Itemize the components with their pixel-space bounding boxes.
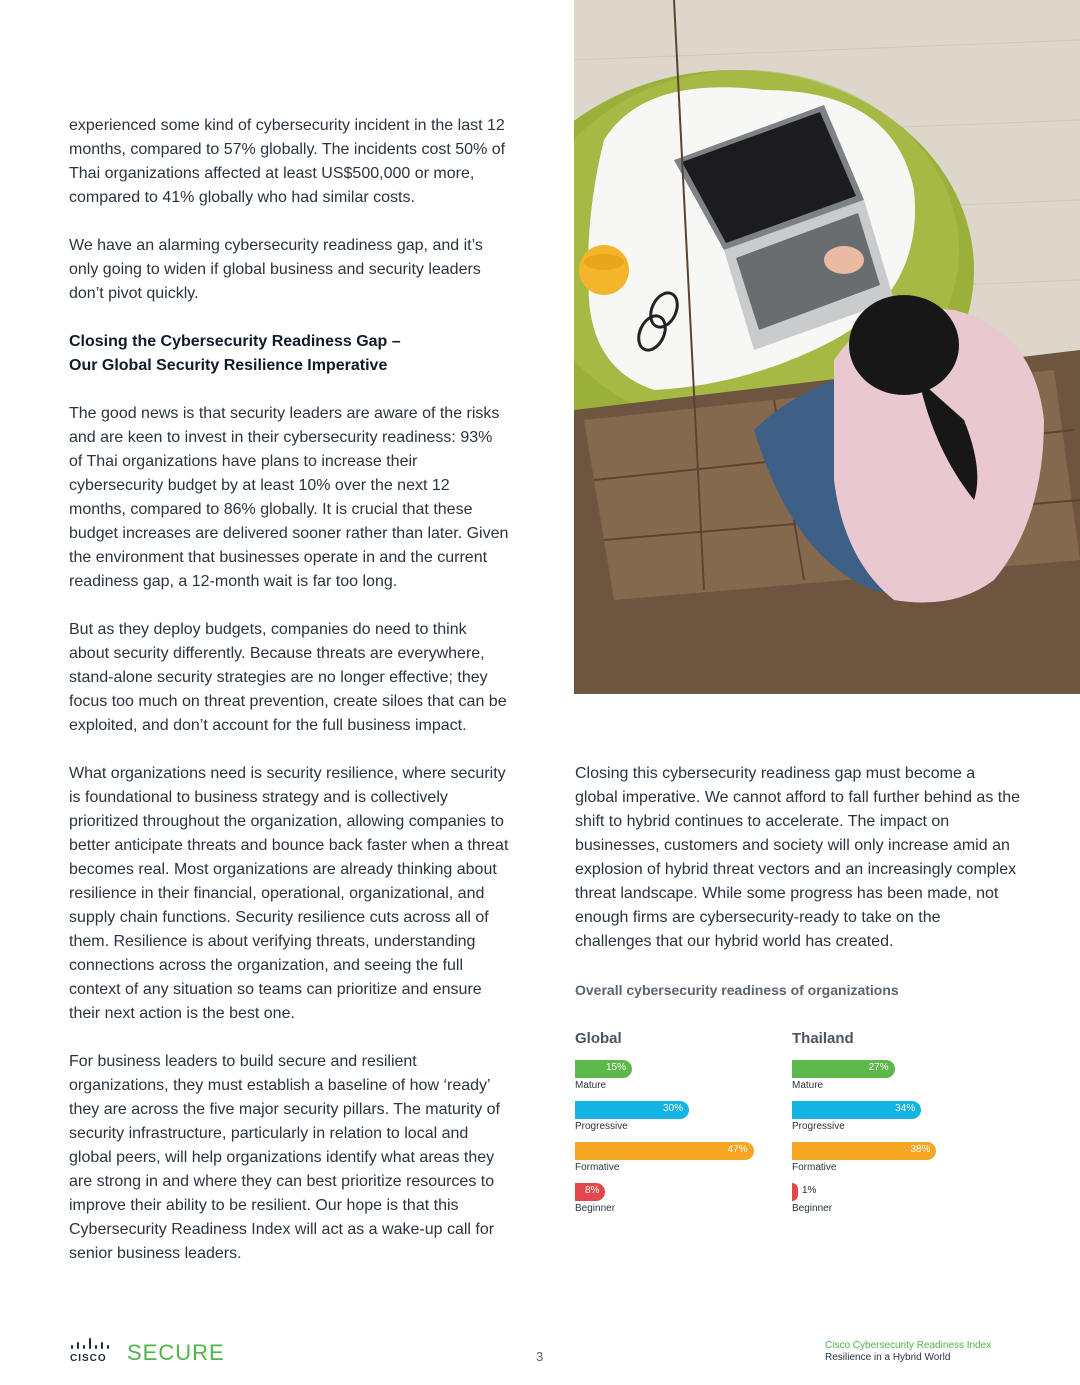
chart-title: Overall cybersecurity readiness of organizations: [575, 982, 899, 998]
bar-value-label: 8%: [584, 1185, 600, 1196]
bar-category-label: Mature: [575, 1080, 607, 1091]
left-paragraph-1: experienced some kind of cybersecurity incident in the last 12 months, compared to 57% globally. The incidents cost 50% of Thai organizations affected at least US$500,000 or more, compared to 41% globally who had similar costs.: [69, 117, 506, 206]
report-subtitle: Resilience in a Hybrid World: [825, 1352, 951, 1363]
left-paragraph-6: For business leaders to build secure and resilient organizations, they must establish a baseline of how ‘ready’ they are across the five major security pillars. The maturity of security infrastructure, particularly in relation to local and global peers, will help organizations identify what areas they are strong in and where they can best prioritize resources to improve their ability to be resilient. Our hope is that this Cybersecurity Readiness Index will act as a wake-up call for senior business leaders.: [69, 1053, 500, 1262]
section-heading-line1: Closing the Cybersecurity Readiness Gap –: [69, 333, 401, 350]
bar-category-label: Progressive: [575, 1121, 628, 1132]
cisco-bars-icon: [70, 1338, 116, 1352]
bar-beginner: [792, 1183, 798, 1201]
chart-group-title: Thailand: [792, 1030, 854, 1047]
chart-bars: [792, 1060, 992, 1224]
bar-value-label: 27%: [868, 1062, 889, 1073]
bar-category-label: Progressive: [792, 1121, 845, 1132]
bar-value-label: 30%: [662, 1103, 683, 1114]
cisco-wordmark: CISCO: [70, 1353, 107, 1364]
left-paragraph-4: But as they deploy budgets, companies do need to think about security differently. Because threats are everywhere, stand-alone security strategies are no longer effective; they focus too much on threat prevention, create siloes that can be exploited, and don’t account for the full business impact.: [69, 621, 507, 734]
left-paragraph-5: What organizations need is security resilience, where security is foundational to business strategy and is collectively prioritized throughout the organization, allowing companies to better anticipate threats and bounce back faster when a threat becomes real. Most organizations are already thinking about resilience in their financial, operational, organizational, and supply chain functions. Security resilience cuts across all of them. Resilience is about verifying threats, understanding connections across the organization, and seeing the full context of any situation so teams can prioritize and ensure their next action is the best one.: [69, 765, 509, 1022]
bar-value-label: 34%: [895, 1103, 916, 1114]
right-paragraph-1: Closing this cybersecurity readiness gap must become a global imperative. We cannot afford to fall further behind as the shift to hybrid continues to accelerate. The impact on businesses, customers and society will only increase amid an explosion of hybrid threat vectors and an increasingly complex threat landscape. While some progress has been made, not enough firms are cybersecurity-ready to take on the challenges that our hybrid world has created.: [575, 765, 1021, 950]
bar-category-label: Formative: [792, 1162, 837, 1173]
section-heading: [69, 330, 509, 378]
bar-value-label: 1%: [802, 1185, 817, 1196]
bar-category-label: Beginner: [792, 1203, 833, 1214]
chart-group-global: [575, 1030, 775, 1224]
bar-row: [575, 1101, 775, 1142]
bar-row: [792, 1142, 992, 1183]
chart-bars: [575, 1060, 775, 1224]
page-number: 3: [536, 1349, 544, 1364]
secure-wordmark: SECURE: [127, 1340, 225, 1365]
bar-row: [792, 1101, 992, 1142]
left-paragraph-2: We have an alarming cybersecurity readiness gap, and it’s only going to widen if global business and security leaders don’t pivot quickly.: [69, 237, 483, 302]
bar-value-label: 38%: [910, 1144, 931, 1155]
report-title: Cisco Cybersecurity Readiness Index: [825, 1340, 992, 1351]
bar-row: [575, 1060, 775, 1101]
chart-group-thailand: [792, 1030, 992, 1224]
bar-value-label: 47%: [727, 1144, 748, 1155]
left-paragraph-3: The good news is that security leaders are aware of the risks and are keen to invest in their cybersecurity readiness: 93% of Thai organizations have plans to increase their cybersecurity budget by at least 10% over the next 12 months, compared to 86% globally. It is crucial that these budget increases are delivered sooner rather than later. Given the environment that businesses operate in and the current readiness gap, a 12-month wait is far too long.: [69, 405, 509, 590]
bar-category-label: Formative: [575, 1162, 620, 1173]
chart-group-title: Global: [575, 1030, 622, 1047]
bar-category-label: Mature: [792, 1080, 824, 1091]
photo-illustration: [574, 0, 1080, 694]
bar-row: [575, 1183, 775, 1224]
hero-photo: [574, 0, 1080, 694]
bar-value-label: 15%: [605, 1062, 626, 1073]
bar-row: [792, 1060, 992, 1101]
report-footer: [825, 1340, 991, 1364]
bar-category-label: Beginner: [575, 1203, 616, 1214]
bar-row: [575, 1142, 775, 1183]
left-column: [69, 114, 509, 1290]
bar-row: [792, 1183, 992, 1224]
section-heading-line2: Our Global Security Resilience Imperative: [69, 357, 388, 374]
